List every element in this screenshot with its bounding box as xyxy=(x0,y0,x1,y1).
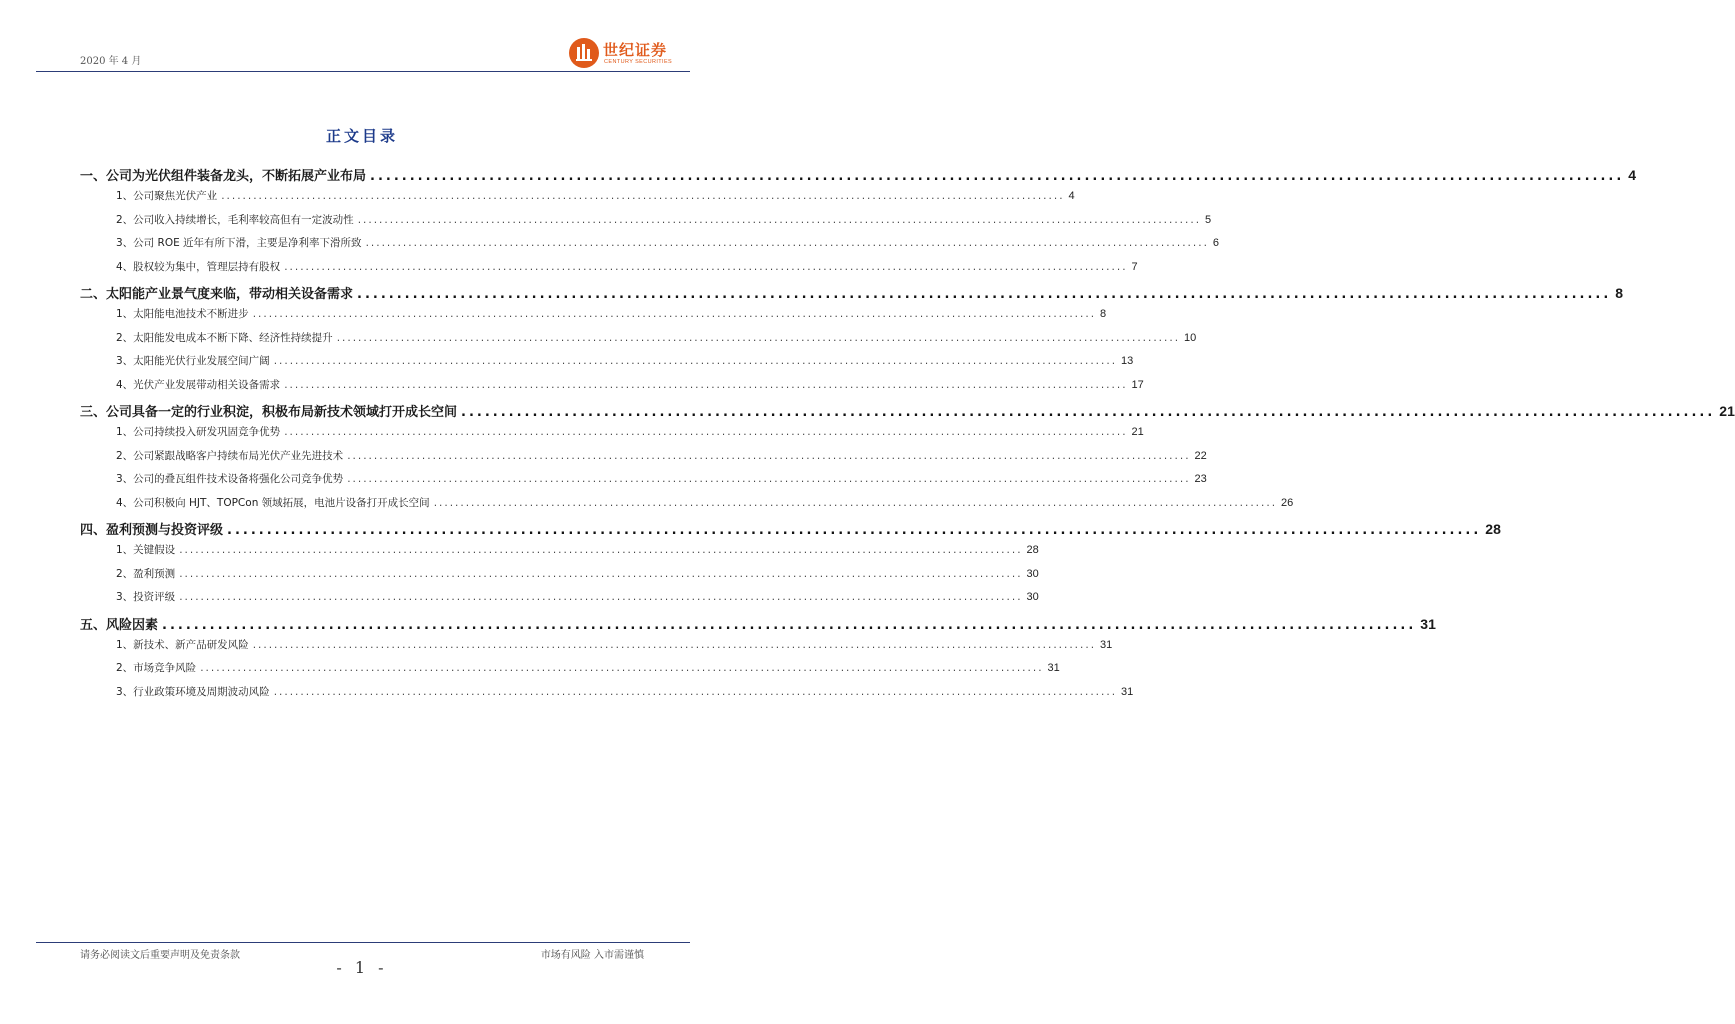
toc-subsection[interactable] xyxy=(80,684,1134,708)
dot-leader: .............................................................................................................................................................. xyxy=(200,662,1044,674)
toc-subsection-title: 2、盈利预测 xyxy=(116,567,176,580)
toc-subsection[interactable] xyxy=(80,424,1144,448)
dot-leader: .............................................................................................................................................................. xyxy=(227,523,1482,538)
toc-subsection-page: 7 xyxy=(1131,260,1138,273)
toc-subsection-page: 31 xyxy=(1121,685,1134,698)
dot-leader: .............................................................................................................................................................. xyxy=(284,378,1128,391)
toc-subsection[interactable] xyxy=(80,448,1207,472)
toc-subsection[interactable] xyxy=(80,259,1138,283)
toc-subsection-page: 17 xyxy=(1131,378,1144,391)
toc-subsection-title: 1、关键假设 xyxy=(116,544,176,556)
dot-leader: .............................................................................................................................................................. xyxy=(179,567,1023,580)
toc-subsection[interactable] xyxy=(80,377,1144,401)
dot-leader: .............................................................................................................................................................. xyxy=(252,638,1097,651)
toc-subsection[interactable] xyxy=(80,660,1060,684)
dot-leader: .............................................................................................................................................................. xyxy=(273,685,1118,698)
footer-risk-warning: 市场有风险 入市需谨慎 xyxy=(540,950,644,961)
toc-subsection[interactable] xyxy=(80,330,1197,354)
toc-section-page: 8 xyxy=(1615,285,1624,301)
toc-section-title: 五、风险因素 xyxy=(80,617,159,633)
toc-title: 正文目录 xyxy=(325,127,398,145)
dot-leader: .............................................................................................................................................................. xyxy=(370,169,1625,184)
toc-subsection-title: 1、太阳能电池技术不断进步 xyxy=(116,308,249,320)
toc-section-title: 四、盈利预测与投资评级 xyxy=(80,523,224,538)
toc-subsection-page: 13 xyxy=(1121,355,1134,367)
toc-subsection-title: 3、行业政策环境及周期波动风险 xyxy=(116,685,270,698)
dot-leader: .............................................................................................................................................................. xyxy=(179,591,1023,603)
dot-leader: .............................................................................................................................................................. xyxy=(357,213,1202,226)
toc-subsection-page: 4 xyxy=(1068,190,1075,202)
toc-subsection-title: 1、公司持续投入研发巩固竞争优势 xyxy=(116,426,281,438)
toc-subsection-page: 21 xyxy=(1131,426,1144,438)
toc-subsection-title: 3、公司 ROE 近年有所下滑，主要是净利率下滑所致 xyxy=(116,237,362,249)
toc-subsection-title: 4、公司积极向 HJT、TOPCon 领域拓展，电池片设备打开成长空间 xyxy=(116,496,430,509)
toc-section-page: 4 xyxy=(1628,167,1637,183)
toc-section[interactable] xyxy=(80,614,1436,637)
toc-subsection-title: 2、公司收入持续增长，毛利率较高但有一定波动性 xyxy=(116,213,354,226)
toc-subsection[interactable] xyxy=(80,306,1107,330)
toc-section-page: 31 xyxy=(1420,615,1436,632)
toc-subsection[interactable] xyxy=(80,566,1039,590)
dot-leader: .............................................................................................................................................................. xyxy=(336,331,1181,344)
dot-leader: .............................................................................................................................................................. xyxy=(252,308,1097,320)
logo-mark-icon xyxy=(569,38,599,68)
toc-section-title: 三、公司具备一定的行业积淀，积极布局新技术领域打开成长空间 xyxy=(80,405,458,420)
toc-section[interactable] xyxy=(80,519,1501,542)
toc-subsection-page: 31 xyxy=(1100,638,1113,651)
toc-subsection-title: 4、光伏产业发展带动相关设备需求 xyxy=(116,378,281,391)
toc-subsection-title: 2、市场竞争风险 xyxy=(116,662,197,674)
dot-leader: .............................................................................................................................................................. xyxy=(461,405,1716,420)
toc-section[interactable] xyxy=(80,165,1637,188)
toc-subsection-title: 1、新技术、新产品研发风险 xyxy=(116,638,249,651)
dot-leader: .............................................................................................................................................................. xyxy=(221,190,1065,202)
toc-subsection-title: 2、太阳能发电成本不断下降、经济性持续提升 xyxy=(116,331,333,344)
dot-leader: .............................................................................................................................................................. xyxy=(347,473,1191,485)
toc-subsection-page: 30 xyxy=(1026,567,1039,580)
toc-section-page: 28 xyxy=(1485,521,1501,537)
dot-leader: .............................................................................................................................................................. xyxy=(179,544,1023,556)
report-date: 2020 年 4 月 xyxy=(80,56,142,67)
toc-subsection[interactable] xyxy=(80,542,1039,566)
toc-subsection-title: 1、公司聚焦光伏产业 xyxy=(116,190,218,202)
toc-subsection-page: 22 xyxy=(1194,449,1207,462)
footer-disclaimer: 请务必阅读文后重要声明及免责条款 xyxy=(80,950,240,961)
toc-section[interactable] xyxy=(80,401,1735,424)
toc-section-page: 21 xyxy=(1719,403,1735,419)
toc-subsection[interactable] xyxy=(80,188,1075,212)
footer-divider xyxy=(36,942,690,943)
toc-subsection[interactable] xyxy=(80,637,1113,661)
logo-text-en: CENTURY SECURITIES xyxy=(604,59,673,65)
toc-subsection-title: 3、太阳能光伏行业发展空间广阔 xyxy=(116,355,270,367)
toc-subsection[interactable] xyxy=(80,589,1039,613)
toc-subsection-page: 23 xyxy=(1194,473,1207,485)
toc-subsection-page: 31 xyxy=(1047,662,1060,674)
dot-leader: .............................................................................................................................................................. xyxy=(284,260,1128,273)
dot-leader: .............................................................................................................................................................. xyxy=(273,355,1118,367)
toc-subsection[interactable] xyxy=(80,495,1294,519)
dot-leader: .............................................................................................................................................................. xyxy=(357,287,1612,302)
header-divider xyxy=(36,71,690,72)
toc-section-title: 二、太阳能产业景气度来临，带动相关设备需求 xyxy=(80,287,354,302)
toc-subsection-page: 30 xyxy=(1026,591,1039,603)
toc-subsection[interactable] xyxy=(80,471,1207,495)
toc-subsection-title: 2、公司紧跟战略客户持续布局光伏产业先进技术 xyxy=(116,449,344,462)
toc-section-title: 一、公司为光伏组件装备龙头，不断拓展产业布局 xyxy=(80,169,367,184)
toc-subsection-page: 10 xyxy=(1184,331,1197,344)
dot-leader: .............................................................................................................................................................. xyxy=(433,496,1278,509)
toc-subsection[interactable] xyxy=(80,212,1212,236)
page-number: - 1 - xyxy=(336,958,388,977)
toc-subsection-title: 3、公司的叠瓦组件技术设备将强化公司竞争优势 xyxy=(116,473,344,485)
toc-subsection[interactable] xyxy=(80,353,1134,377)
toc-subsection-title: 3、投资评级 xyxy=(116,591,176,603)
toc-subsection-page: 28 xyxy=(1026,544,1039,556)
toc-subsection-page: 26 xyxy=(1281,496,1294,509)
dot-leader: .............................................................................................................................................................. xyxy=(365,237,1209,249)
dot-leader: .............................................................................................................................................................. xyxy=(347,449,1191,462)
dot-leader: .............................................................................................................................................................. xyxy=(284,426,1128,438)
toc-subsection-page: 5 xyxy=(1205,213,1212,226)
table-of-contents xyxy=(80,164,1735,707)
century-securities-logo xyxy=(569,38,681,68)
toc-subsection[interactable] xyxy=(80,235,1220,259)
toc-section[interactable] xyxy=(80,283,1624,306)
toc-subsection-page: 8 xyxy=(1100,308,1107,320)
logo-text-cn: 世纪证券 xyxy=(603,41,668,59)
toc-subsection-title: 4、股权较为集中，管理层持有股权 xyxy=(116,260,281,273)
dot-leader: .............................................................................................................................................................. xyxy=(162,617,1417,633)
toc-subsection-page: 6 xyxy=(1212,237,1220,249)
